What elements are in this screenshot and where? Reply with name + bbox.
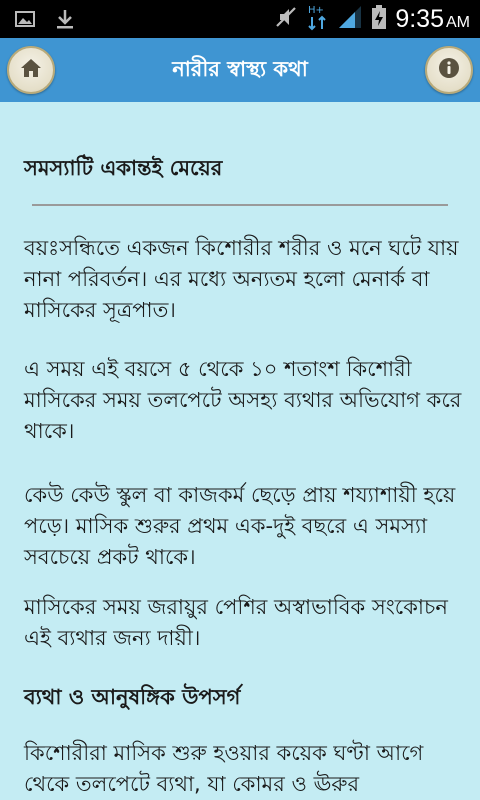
home-icon: [19, 56, 43, 84]
paragraph: এ সময় এই বয়সে ৫ থেকে ১০ শতাংশ কিশোরী মাসিকের সময় তলপেটে অসহ্য ব্যথার অভিযোগ করে থাকে।: [24, 357, 462, 443]
clock: 9:35 AM: [395, 4, 470, 33]
title-divider: [32, 204, 448, 206]
paragraph: মাসিকের সময় জরায়ুর পেশির অস্বাভাবিক সংকোচন এই ব্যথার জন্য দায়ী।: [24, 595, 448, 650]
paragraph: বয়ঃসন্ধিতে একজন কিশোরীর শরীর ও মনে ঘটে যায় নানা পরিবর্তন। এর মধ্যে অন্যতম হলো মেনার্ক বা মাসিকের সূত্রপাত।: [24, 236, 459, 322]
paragraph: কিশোরীরা মাসিক শুরু হওয়ার কয়েক ঘণ্টা আগে থেকে তলপেটে ব্যথা, যা কোমর ও ঊরুর: [24, 741, 424, 796]
article-title: সমস্যাটি একান্তই মেয়ের: [24, 156, 223, 180]
status-bar: [0, 0, 480, 38]
notification-icons: [14, 8, 76, 30]
svg-text:H+: H+: [308, 5, 325, 16]
info-button[interactable]: [425, 46, 473, 94]
image-icon: [14, 8, 36, 30]
home-button[interactable]: [7, 46, 55, 94]
battery-charging-icon: [371, 4, 387, 34]
app-header: [0, 38, 480, 102]
paragraph: কেউ কেউ স্কুল বা কাজকর্ম ছেড়ে প্রায় শয্যাশায়ী হয়ে পড়ে। মাসিক শুরুর প্রথম এক-দুই বছরে এ সমস্যা সবচেয়ে প্রকট থাকে।: [24, 483, 456, 569]
signal-icon: [337, 4, 363, 34]
system-indicators: [273, 0, 470, 38]
article-content[interactable]: [0, 102, 480, 800]
download-icon: [54, 8, 76, 30]
app-title: নারীর স্বাস্থ্য কথা: [172, 56, 308, 81]
mute-icon: [273, 4, 299, 34]
section-heading: ব্যথা ও আনুষঙ্গিক উপসর্গ: [24, 685, 241, 709]
network-hplus-icon: [307, 3, 329, 35]
info-icon: [437, 56, 461, 84]
